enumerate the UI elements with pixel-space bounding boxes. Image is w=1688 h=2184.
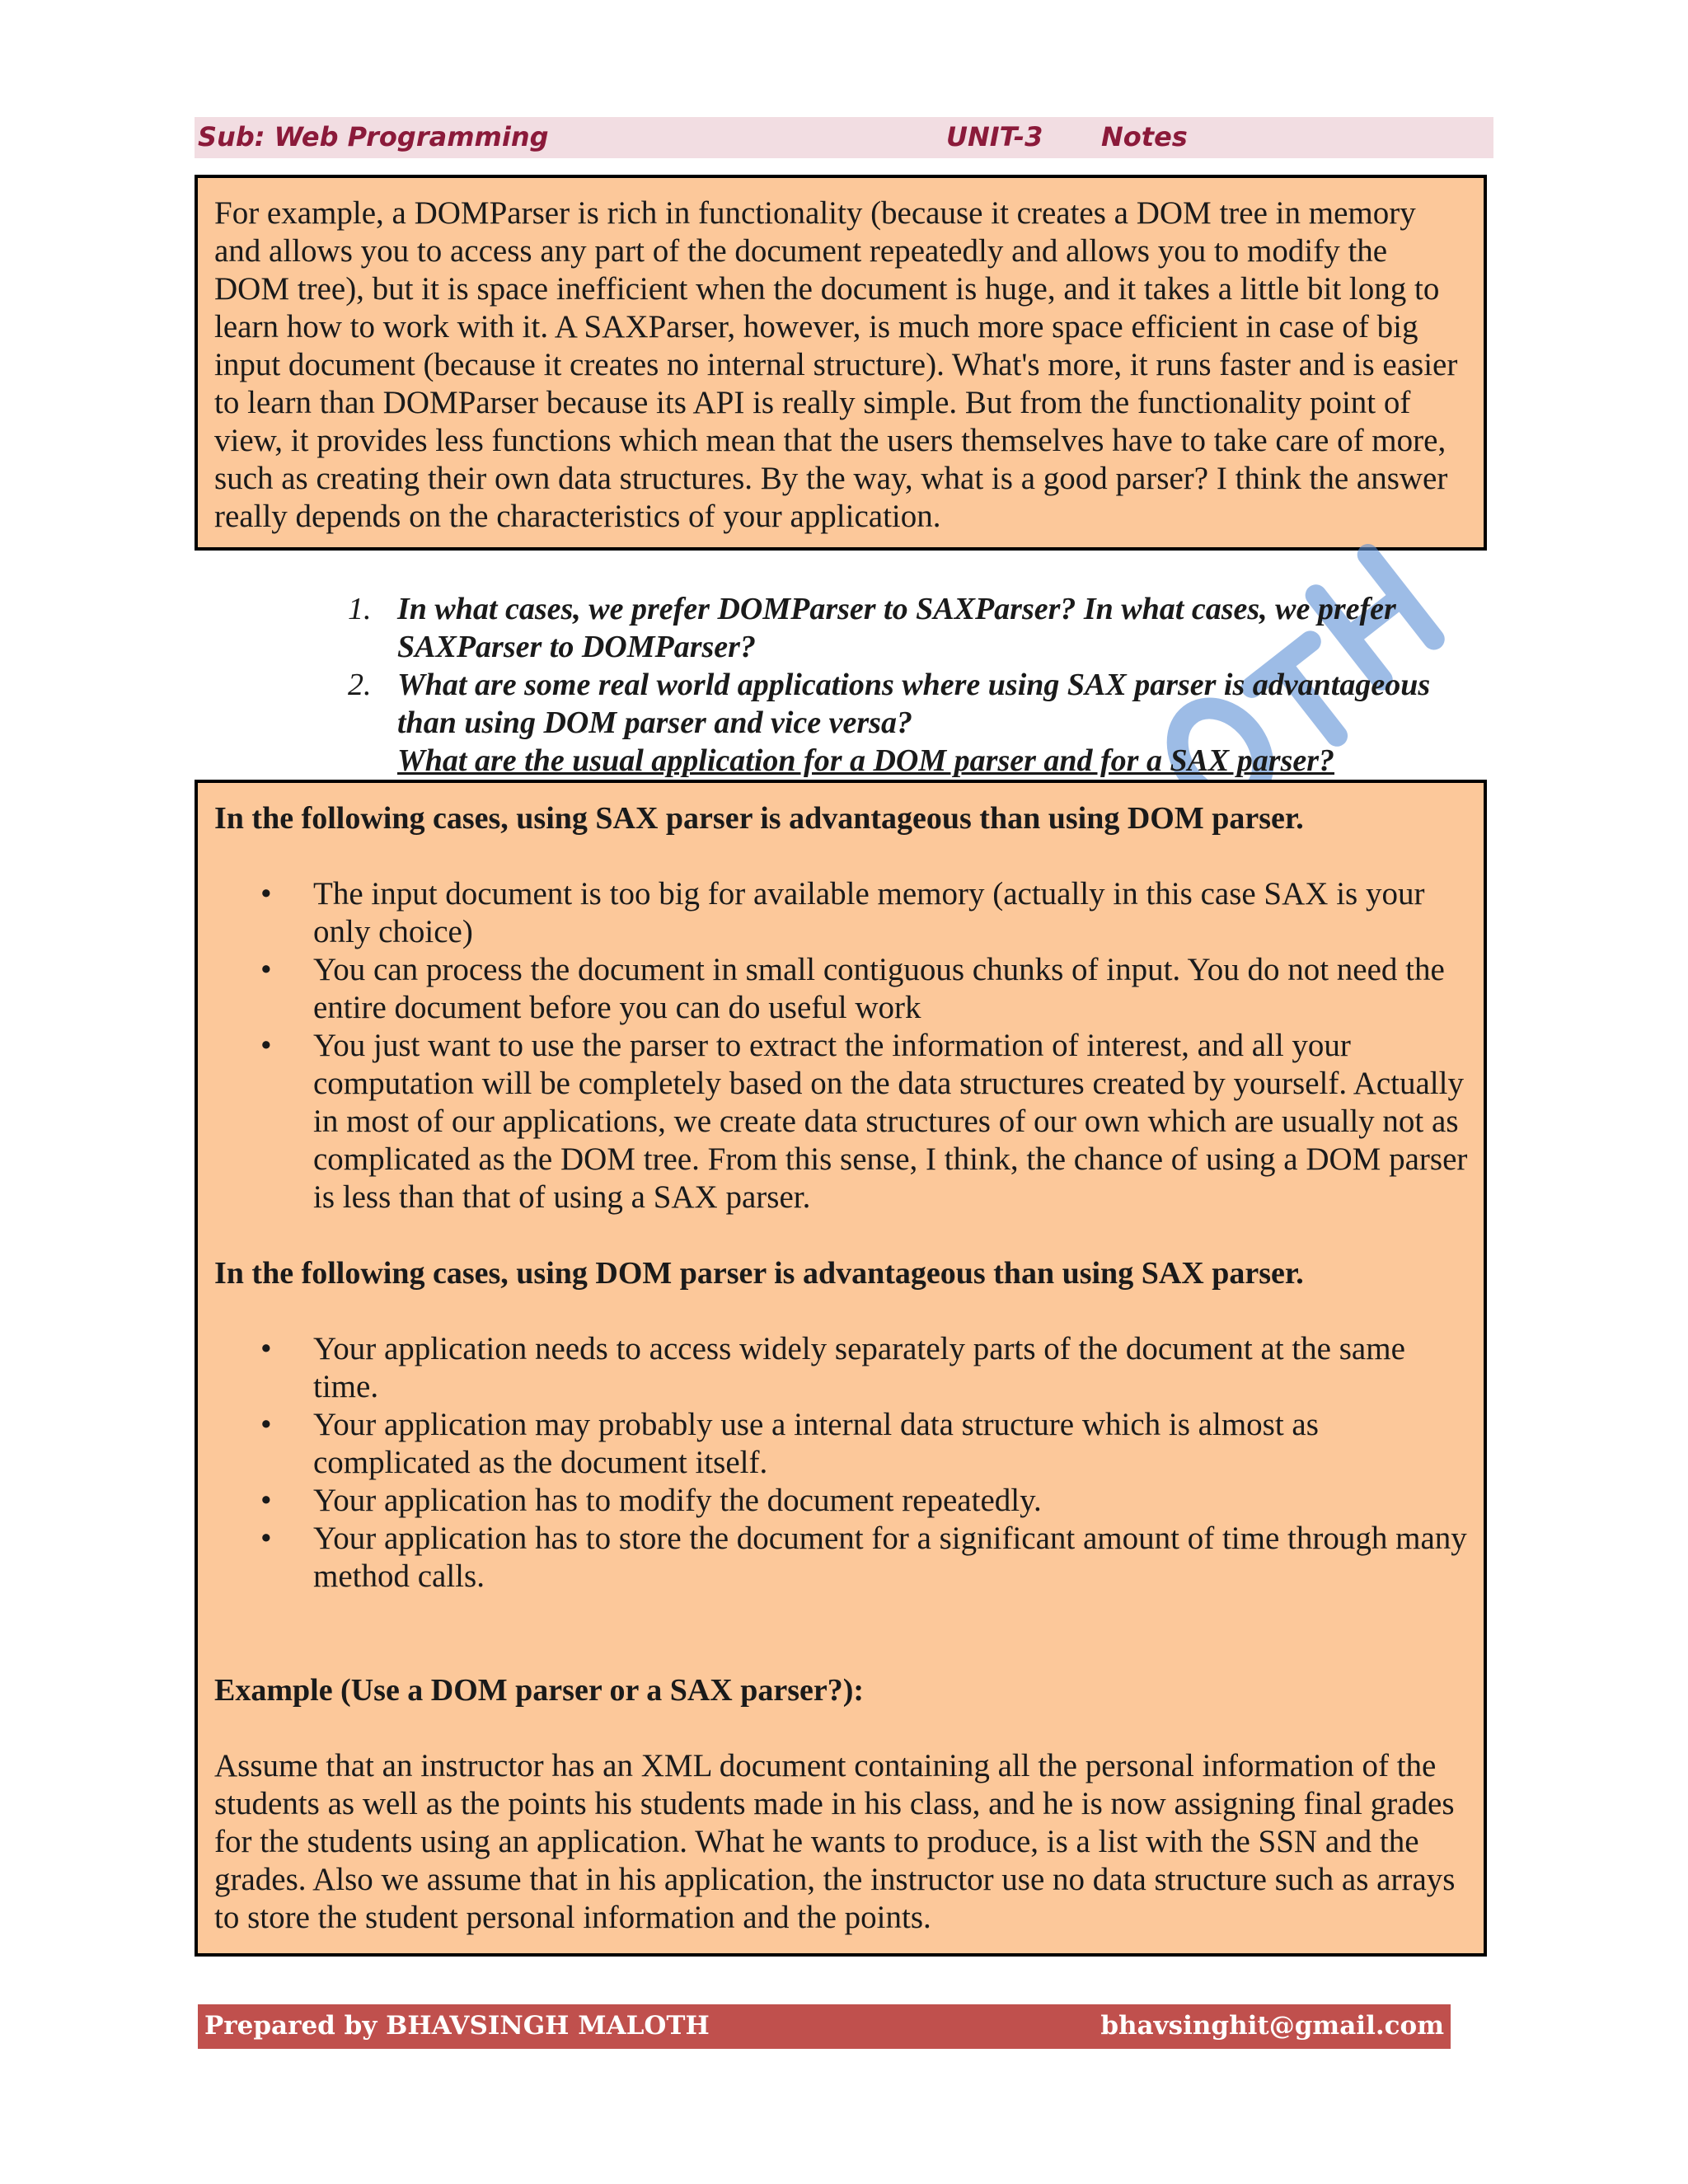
question-number: 1. [348, 592, 372, 626]
list-item [214, 1027, 1469, 1216]
prepared-by: Prepared by BHAVSINGH MALOTH [204, 2011, 710, 2041]
bullet-icon: • [260, 1331, 272, 1366]
list-item-text: Your application has to modify the document repeatedly. [313, 1483, 1042, 1518]
dom-list [214, 1330, 1469, 1596]
list-item [214, 1406, 1469, 1482]
bullet-icon: • [260, 1028, 272, 1063]
unit-label: UNIT-3 [946, 121, 1043, 152]
question-number: 2. [348, 668, 372, 702]
header-bar [195, 117, 1493, 158]
subject-label: Sub: Web Programming [198, 121, 549, 152]
question-followup: What are the usual application for a DOM parser and for a SAX parser? [397, 743, 1335, 778]
question-text: What are some real world applications where using SAX parser is advantageous than using DOM parser and vice versa? [397, 668, 1431, 740]
dom-heading: In the following cases, using DOM parser is advantageous than using SAX parser. [214, 1256, 1304, 1291]
list-item [214, 875, 1469, 951]
question-list [341, 590, 1495, 780]
bullet-icon: • [260, 876, 272, 912]
list-item [214, 1330, 1469, 1406]
comparison-box [195, 780, 1487, 1957]
question-item [341, 590, 1495, 666]
question-text: In what cases, we prefer DOMParser to SAXParser? In what cases, we prefer SAXParser to DOMParser? [397, 592, 1396, 664]
bullet-icon: • [260, 1521, 272, 1556]
bullet-icon: • [260, 1483, 272, 1518]
sax-heading: In the following cases, using SAX parser is advantageous than using DOM parser. [214, 801, 1304, 836]
bullet-icon: • [260, 1407, 272, 1442]
question-item [341, 666, 1495, 742]
sax-list [214, 875, 1469, 1216]
list-item-text: The input document is too big for available memory (actually in this case SAX is your only choice) [313, 876, 1425, 949]
list-item-text: You can process the document in small contiguous chunks of input. You do not need the entire document before you can do useful work [313, 952, 1445, 1025]
list-item [214, 1482, 1469, 1520]
bullet-icon: • [260, 952, 272, 987]
example-heading: Example (Use a DOM parser or a SAX parser?): [214, 1673, 865, 1708]
list-item-text: Your application may probably use a internal data structure which is almost as complicated as the document itself. [313, 1407, 1319, 1480]
list-item-text: Your application needs to access widely separately parts of the document at the same time. [313, 1331, 1405, 1404]
footer-bar [198, 2004, 1451, 2049]
list-item-text: You just want to use the parser to extract the information of interest, and all your computation will be completely based on the data structures created by yourself. Actually in most of our applications, we create data structures of our own which are usually not as complicated as the DOM tree. From this sense, I think, the chance of using a DOM parser is less than that of using a SAX parser. [313, 1028, 1468, 1215]
list-item [214, 951, 1469, 1027]
author-email: bhavsinghit@gmail.com [1100, 2011, 1444, 2041]
intro-paragraph: For example, a DOMParser is rich in functionality (because it creates a DOM tree in memory and allows you to access any part of the document repeatedly and allows you to modify the DOM tree), but it is space inefficient when the document is huge, and it takes a little bit long to learn how to work with it. A SAXParser, however, is much more space efficient in case of big input document (because it creates no internal structure). What's more, it runs faster and is easier to learn than DOMParser because its API is really simple. But from the functionality point of view, it provides less functions which mean that the users themselves have to take care of more, such as creating their own data structures. By the way, what is a good parser? I think the answer really depends on the characteristics of your application. [214, 195, 1458, 534]
list-item-text: Your application has to store the document for a significant amount of time through many method calls. [313, 1521, 1467, 1594]
list-item [214, 1520, 1469, 1596]
intro-box [195, 175, 1487, 551]
notes-label: Notes [1101, 121, 1188, 152]
example-paragraph: Assume that an instructor has an XML document containing all the personal information of the students as well as the points his students made in his class, and he is now assigning final grades for the students using an application. What he wants to produce, is a list with the SSN and the grades. Also we assume that in his application, the instructor use no data structure such as arrays to store the student personal information and the points. [214, 1748, 1456, 1935]
